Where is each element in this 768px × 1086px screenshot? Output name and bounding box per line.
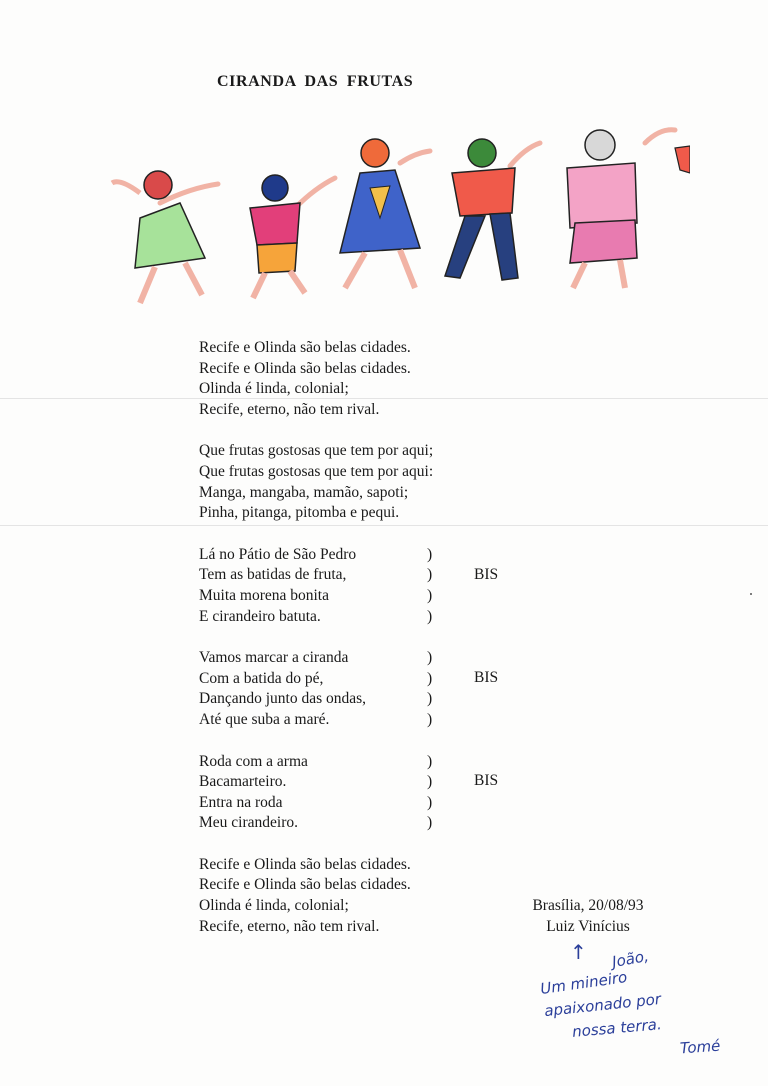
stanza-3 [199,545,473,627]
poem-line-text: Com a batida do pé, [199,669,324,687]
poem-line [199,545,473,566]
parenthesis: ) [427,566,433,584]
stanza-5 [199,752,473,834]
poem-line-text: Meu cirandeiro. [199,814,298,832]
parenthesis: ) [427,710,433,728]
poem-line-text: Tem as batidas de fruta, [199,566,347,584]
parenthesis: ) [427,814,433,832]
girl-blue-dress [340,139,420,288]
partial-figure [675,146,690,173]
poem-line [199,648,473,669]
bis-marker: BIS [474,566,499,583]
poem-line [199,607,473,628]
parenthesis: ) [427,586,433,604]
poem-line-text: Lá no Pátio de São Pedro [199,545,357,563]
parenthesis: ) [427,545,433,563]
poem-line-text: Dançando junto das ondas, [199,690,367,708]
poem-line [199,669,473,690]
place-date: Brasília, 20/08/93 [532,897,644,914]
parenthesis: ) [427,752,433,770]
poem-line: Manga, mangaba, mamão, sapoti; [199,483,409,501]
poem-line: Que frutas gostosas que tem por aqui: [199,462,434,480]
handwritten-line: João, [610,946,651,972]
poem-line: Que frutas gostosas que tem por aqui; [199,442,434,460]
parenthesis: ) [427,773,433,791]
poem-line: Recife e Olinda são belas cidades. [199,855,411,873]
poem-line [199,772,473,793]
dancing-children-illustration [100,118,690,310]
poem-line: Recife e Olinda são belas cidades. [199,876,411,894]
poem-line: Pinha, pitanga, pitomba e pequi. [199,504,400,522]
author-name: Luiz Vinícius [546,918,630,935]
bis-marker: BIS [474,772,499,789]
poem-line-text: E cirandeiro batuta. [199,607,321,625]
handwritten-note [534,942,734,1062]
poem-line [199,752,473,773]
bis-marker: BIS [474,669,499,686]
parenthesis: ) [427,690,433,708]
handwritten-line: Um mineiro [539,968,629,998]
arrow-icon: ↑ [570,940,587,964]
handwritten-line: apaixonado por [543,989,662,1021]
poem-line: Olinda é linda, colonial; [199,380,349,398]
stanza-1 [199,338,473,420]
poem-line [199,689,473,710]
grandma-pink-dress [567,130,637,288]
handwritten-line: nossa terra. [571,1015,663,1041]
poem-line: Recife, eterno, não tem rival. [199,917,380,935]
boy-pink-shirt [250,175,305,298]
poem-line [199,710,473,731]
stanza-6 [199,855,473,937]
poem-line [199,586,473,607]
poem-line-text: Bacamarteiro. [199,773,287,791]
poem-line [199,565,473,586]
poem-line-text: Entra na roda [199,793,283,811]
poem-line-text: Roda com a arma [199,752,308,770]
poem-line [199,793,473,814]
parenthesis: ) [427,649,433,667]
handwritten-signature: Tomé [679,1036,721,1058]
parenthesis: ) [427,607,433,625]
signature-block [512,895,664,937]
speck [750,593,752,595]
poem-line-text: Muita morena bonita [199,586,329,604]
stanza-2 [199,441,473,523]
stanza-4 [199,648,473,730]
poem-line: Recife e Olinda são belas cidades. [199,359,411,377]
poem-body [199,338,473,958]
poem-line-text: Vamos marcar a ciranda [199,649,349,667]
poem-line-text: Até que suba a maré. [199,710,330,728]
parenthesis: ) [427,669,433,687]
poem-line: Recife, eterno, não tem rival. [199,400,380,418]
page-title: CIRANDA DAS FRUTAS [217,73,414,90]
poem-line: Recife e Olinda são belas cidades. [199,339,411,356]
poem-line [199,813,473,834]
boy-red-shirt [445,139,518,280]
parenthesis: ) [427,793,433,811]
poem-line: Olinda é linda, colonial; [199,897,349,915]
